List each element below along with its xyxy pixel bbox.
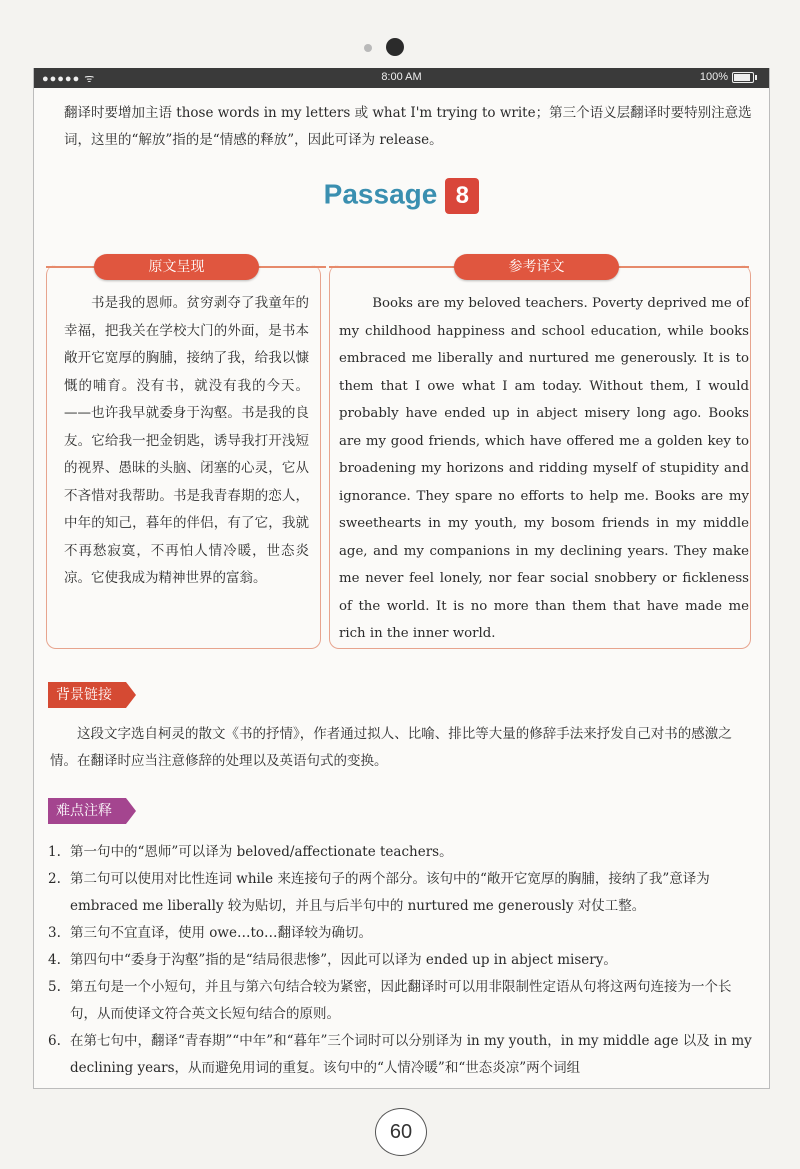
signal-indicator: ●●●●● ᯤ — [42, 73, 96, 85]
clock: 8:00 AM — [381, 71, 422, 83]
passage-number: 8 — [445, 178, 479, 214]
passage-title — [34, 178, 769, 214]
translation-heading: 参考译文 — [454, 254, 619, 280]
note-item: 6. 在第七句中，翻译“青春期”“中年”和“暮年”三个词时可以分别译为 in my youth，in my middle age 以及 in my declining years，从而避免用词的重复。该句中的“人情冷暖”和“世态炎凉”两个词组 — [48, 1033, 752, 1076]
page-number-badge — [375, 1108, 425, 1154]
original-text: 书是我的恩师。贫穷剥夺了我童年的幸福，把我关在学校大门的外面，是书本敞开它宽厚的胸脯，接纳了我，给我以慷慨的哺育。没有书，就没有我的今天。——也许我早就委身于沟壑。书是我的良友。它给我一把金钥匙，诱导我打开浅短的视界、愚昧的头脑、闭塞的心灵，它从不吝惜对我帮助。书是我青春期的恋人，中年的知己，暮年的伴侣，有了它，我就不再愁寂寞，不再怕人情冷暖，世态炎凉。它使我成为精神世界的富翁。 — [64, 295, 309, 586]
passage-label: Passage — [323, 178, 438, 210]
status-bar — [34, 68, 769, 88]
note-item: 1. 第一句中的“恩师”可以译为 beloved/affectionate teachers。 — [48, 844, 453, 860]
battery-icon — [732, 72, 754, 83]
note-item: 2. 第二句可以使用对比性连词 while 来连接句子的两个部分。该句中的“敞开它宽厚的胸脯，接纳了我”意译为 embraced me liberally 较为贴切，并且与后半句中的 nurtured me generously 对仗工整。 — [48, 871, 710, 914]
note-item: 4. 第四句中“委身于沟壑”指的是“结局很悲惨”，因此可以译为 ended up in abject misery。 — [48, 952, 617, 968]
book-page — [33, 68, 770, 1089]
notes-heading: 难点注释 — [48, 798, 126, 824]
intro-paragraph: 翻译时要增加主语 those words in my letters 或 what I'm trying to write；第三个语义层翻译时要特别注意选词，这里的“解放”指的是“情感的释放”，因此可译为 release。 — [64, 105, 752, 148]
page-number: 60 — [375, 1108, 427, 1156]
notes-list — [48, 839, 753, 1082]
camera-dot-large — [386, 38, 404, 56]
original-heading: 原文呈现 — [94, 254, 259, 280]
tablet-camera-dots — [360, 38, 440, 58]
camera-dot-small — [364, 44, 372, 52]
translation-text: Books are my beloved teachers. Poverty deprived me of my childhood happiness and school education, while books embraced me liberally and nurtured me generously. It is to them that I owe what I am today. Without them, I would probably have ended up in abject misery long ago. Books are my good friends, which have offered me a golden key to broadening my horizons and ridding myself of stupidity and ignorance. They spare no efforts to help me. Books are my sweethearts in my youth, my bosom friends in my middle age, and my companions in my declining years. They make me never feel lonely, nor fear social snobbery or fickleness of the world. It is no more than them that have made me rich in the inner world. — [339, 296, 749, 641]
note-item: 3. 第三句不宜直译，使用 owe…to…翻译较为确切。 — [48, 925, 373, 941]
background-text: 这段文字选自柯灵的散文《书的抒情》，作者通过拟人、比喻、排比等大量的修辞手法来抒发自己对书的感激之情。在翻译时应当注意修辞的处理以及英语句式的变换。 — [50, 726, 732, 769]
note-item: 5. 第五句是一个小短句，并且与第六句结合较为紧密，因此翻译时可以用非限制性定语从句将这两句连接为一个长句，从而使译文符合英文长短句结合的原则。 — [48, 979, 732, 1022]
battery-indicator — [700, 71, 757, 83]
background-heading: 背景链接 — [48, 682, 126, 708]
battery-percent: 100% — [699, 71, 728, 83]
